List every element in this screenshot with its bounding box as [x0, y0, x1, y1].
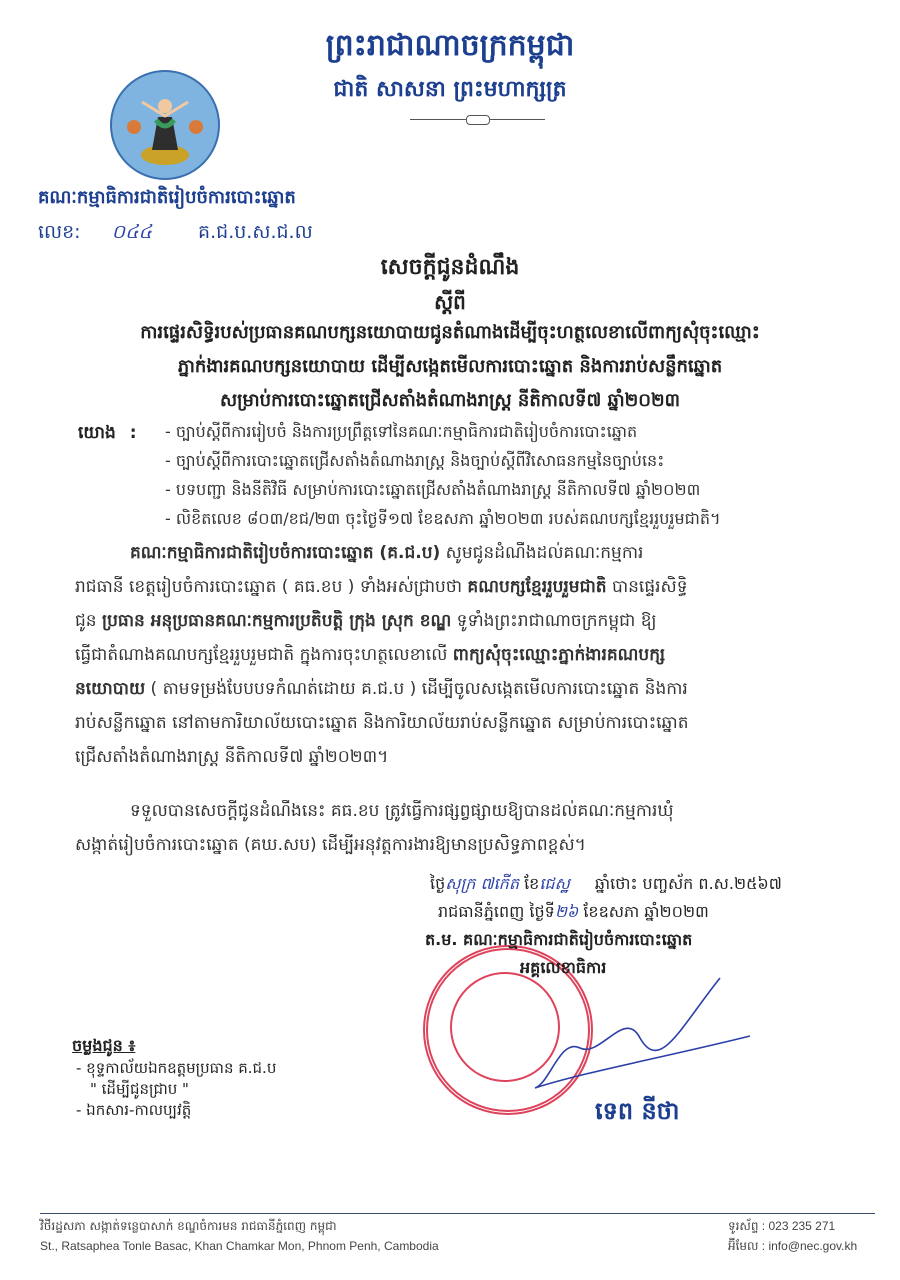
national-motto: ជាតិ សាសនា ព្រះមហាក្សត្រ [333, 77, 567, 102]
body-text: បានផ្ទេរសិទ្ធិ [606, 577, 688, 597]
footer-email: អ៊ីមែល : info@nec.gov.kh [728, 1239, 858, 1253]
body-bold-text: ពាក្យសុំចុះឈ្មោះភ្នាក់ងារគណបក្ស [452, 645, 666, 665]
reference-item: - ច្បាប់ស្ដីពីការបោះឆ្នោតជ្រើសតាំងតំណាងរាស្ត្រ និងច្បាប់ស្ដីពីវិសោធនកម្មនៃច្បាប់នេះ [165, 451, 665, 470]
footer-address-km: វិថីរដ្ឋសភា សង្កាត់ទន្លេបាសាក់ ខណ្ឌចំការមន រាជធានីភ្នំពេញ កម្ពុជា [40, 1219, 337, 1233]
notice-title: សេចក្ដីជូនដំណឹង [380, 255, 520, 280]
signatory-position: អគ្គលេខាធិការ [520, 958, 607, 977]
on-behalf-title: ត.ម. គណៈកម្មាធិការជាតិរៀបចំការបោះឆ្នោត [425, 930, 693, 949]
body-line: ជ្រើសតាំងតំណាងរាស្ត្រ នីតិកាលទី៧ ឆ្នាំ២០២៣។ [75, 747, 389, 767]
references-label-text: យោង [78, 423, 116, 443]
footer-phone: ទូរស័ព្ទ : 023 235 271 [728, 1219, 836, 1233]
ornament-center [466, 115, 490, 125]
body-text: ( តាមទម្រង់បែបបទកំណត់ដោយ គ.ជ.ប ) ដើម្បីចូលសង្កេតមើលការបោះឆ្នោត និងការ [145, 679, 688, 699]
notice-about: ស្ដីពី [434, 290, 466, 314]
body-text: រាជធានី ខេត្តរៀបចំការបោះឆ្នោត ( គធ.ខប ) ទាំងអស់ជ្រាបថា [75, 577, 468, 597]
body-bold-text: គណបក្សខ្មែររួបរួមជាតិ [467, 577, 607, 597]
signatory-name: ទេព នីថា [595, 1097, 680, 1125]
emblem-figure-icon [112, 72, 218, 178]
body-line: សង្កាត់រៀបចំការបោះឆ្នោត (គឃ.សប) ដើម្បីអនុវត្តការងារឱ្យមានប្រសិទ្ធភាពខ្ពស់។ [75, 835, 586, 855]
body-text: ទូទាំងព្រះរាជាណាចក្រកម្ពុជា ឱ្យ [451, 611, 657, 631]
body-line [75, 610, 835, 632]
lunar-day-handwritten: សុក្រ ៧កើត [445, 874, 519, 893]
footer-address-en: St., Ratsaphea Tonle Basac, Khan Chamkar Mon, Phnom Penh, Cambodia [40, 1239, 439, 1253]
body-bold-text: គណៈកម្មាធិការជាតិរៀបចំការបោះឆ្នោត (គ.ជ.ប) [130, 543, 441, 563]
date-day-handwritten: ២៦ [554, 902, 579, 921]
number-label: លេខ: [38, 221, 81, 243]
subject-line: ភ្នាក់ងារគណបក្សនយោបាយ ដើម្បីសង្កេតមើលការបោះឆ្នោត និងការរាប់សន្លឹកឆ្នោត [177, 356, 723, 377]
cc-label: ចម្លងជូន ៖ [72, 1036, 136, 1055]
references-label [78, 422, 137, 444]
footer-divider [40, 1213, 875, 1214]
body-line: រាប់សន្លឹកឆ្នោត នៅតាមការិយាល័យបោះឆ្នោត និងការិយាល័យរាប់សន្លឹកឆ្នោត សម្រាប់ការបោះឆ្នោត [75, 713, 689, 733]
reference-item: - ច្បាប់ស្ដីពីការរៀបចំ និងការប្រព្រឹត្តទៅនៃគណៈកម្មាធិការជាតិរៀបចំការបោះឆ្នោត [165, 422, 638, 441]
solar-date [438, 902, 709, 923]
reference-item: - លិខិតលេខ ៨០៣/ខជ/២៣ ចុះថ្ងៃទី១៧ ខែឧសភា ឆ្នាំ២០២៣ របស់គណបក្សខ្មែររួបរួមជាតិ។ [165, 509, 721, 528]
lunar-month-label: ខែ [524, 874, 540, 893]
document-number [38, 220, 313, 245]
number-value: ០៤៤ [111, 221, 152, 243]
lunar-prefix: ថ្ងៃ [430, 874, 446, 893]
lunar-month-handwritten: ជេស្ឋ [539, 874, 570, 893]
handwritten-signature-icon [520, 968, 760, 1098]
nec-logo [110, 70, 220, 180]
body-line [75, 542, 835, 564]
reference-item: - បទបញ្ជា និងនីតិវិធី សម្រាប់ការបោះឆ្នោតជ្រើសតាំងតំណាងរាស្ត្រ នីតិកាលទី៧ ឆ្នាំ២០២៣ [165, 480, 701, 499]
body-line [75, 678, 835, 700]
lunar-year: ឆ្នាំថោះ បញ្ចស័ក ព.ស.២៥៦៧ [594, 874, 782, 893]
organization-name: គណៈកម្មាធិការជាតិរៀបចំការបោះឆ្នោត [38, 187, 296, 208]
body-bold-text: នយោបាយ [75, 679, 146, 699]
references-colon: : [129, 423, 137, 443]
body-text: ធ្វើជាតំណាងគណបក្សខ្មែររួបរួមជាតិ ក្នុងការចុះហត្ថលេខាលើ [75, 645, 453, 665]
body-line [75, 576, 835, 598]
cc-item: - ឯកសារ-កាលប្បវត្តិ [76, 1101, 192, 1119]
cc-item: - ខុទ្ទកាល័យឯកឧត្តមប្រធាន គ.ជ.ប [76, 1059, 277, 1077]
body-text: សូមជូនដំណឹងដល់គណៈកម្មការ [440, 543, 644, 563]
date-suffix: ខែឧសភា ឆ្នាំ២០២៣ [583, 902, 709, 921]
cc-item-note: " ដើម្បីជូនជ្រាប " [90, 1080, 189, 1098]
body-bold-text: ប្រធាន អនុប្រធានគណៈកម្មការប្រតិបត្តិ ក្រុង ស្រុក ខណ្ឌ [102, 611, 452, 631]
body-line [75, 644, 835, 666]
lunar-date [430, 874, 782, 895]
kingdom-title: ព្រះរាជាណាចក្រកម្ពុជា [325, 28, 575, 63]
number-suffix: គ.ជ.ប.ស.ជ.ល [198, 221, 313, 243]
date-prefix: រាជធានីភ្នំពេញ ថ្ងៃទី [438, 902, 555, 921]
body-line: ទទួលបានសេចក្ដីជូនដំណឹងនេះ គធ.ខប ត្រូវធ្វើការផ្សព្វផ្សាយឱ្យបានដល់គណៈកម្មការឃុំ [130, 801, 674, 821]
subject-line: ការផ្ទេរសិទ្ធិរបស់ប្រធានគណបក្សនយោបាយជូនតំណាងដើម្បីចុះហត្ថលេខាលើពាក្យសុំចុះឈ្មោះ [140, 322, 760, 343]
body-text: ជូន [75, 611, 102, 631]
subject-line: សម្រាប់ការបោះឆ្នោតជ្រើសតាំងតំណាងរាស្ត្រ នីតិកាលទី៧ ឆ្នាំ២០២៣ [220, 390, 680, 411]
